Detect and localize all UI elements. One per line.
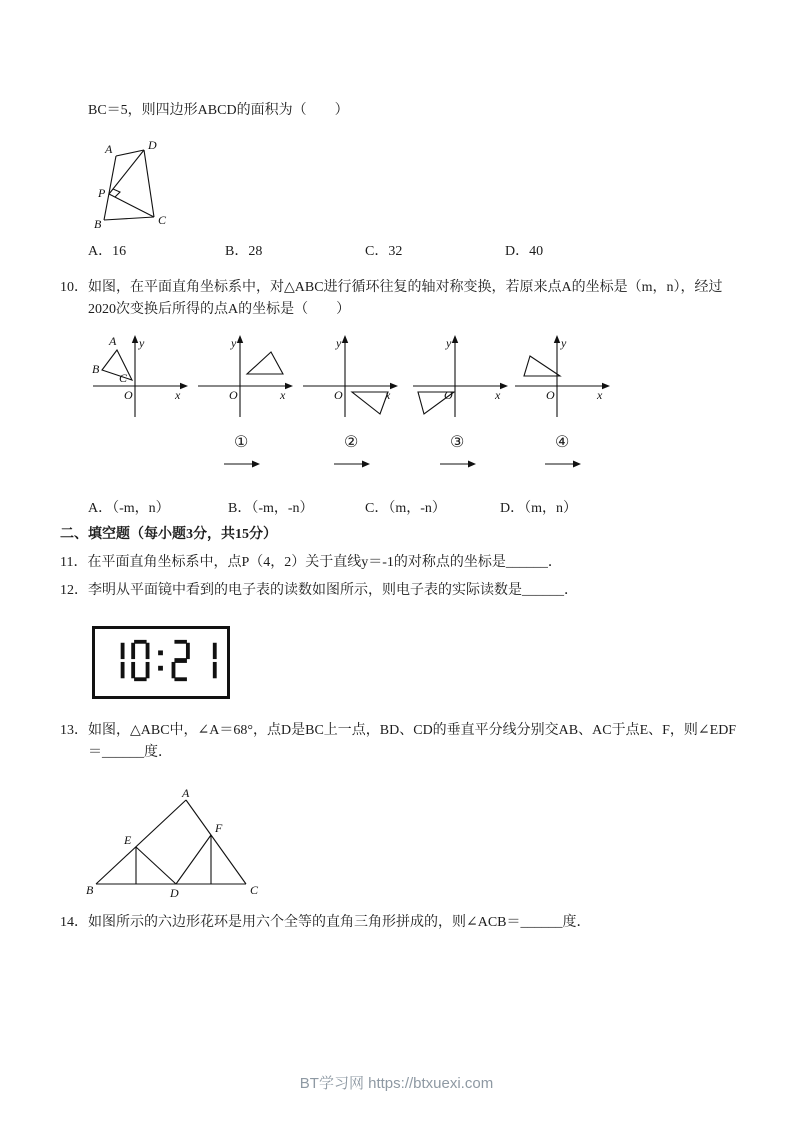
triangle-abc: [102, 350, 132, 380]
q10-coord-fig-2: [195, 330, 295, 422]
step-circle-4: ④: [555, 434, 570, 451]
x-axis-arrow-icon: [500, 383, 508, 389]
point-label-b: B: [92, 362, 100, 376]
point-label-p: P: [98, 186, 106, 200]
point-label-a: A: [182, 786, 190, 800]
axis-x-label: x: [385, 388, 391, 402]
y-axis-arrow-icon: [237, 335, 243, 343]
q9-option-a: A．16: [88, 244, 127, 259]
q10-option-b: B．（-m，-n）: [228, 501, 314, 516]
q14-text: 14．如图所示的六边形花环是用六个全等的直角三角形拼成的，则∠ACB＝______度．: [60, 915, 591, 930]
origin-label: O: [546, 388, 555, 402]
segment-fd: [176, 835, 211, 884]
segment-ed: [136, 847, 176, 884]
step-arrow-2-icon: [334, 458, 370, 470]
axis-x-label: x: [495, 388, 501, 402]
y-axis-arrow-icon: [132, 335, 138, 343]
q10-option-a: A．（-m，n）: [88, 501, 170, 516]
step-arrow-3-icon: [440, 458, 476, 470]
axis-x-label: x: [175, 388, 181, 402]
axis-y-label: y: [139, 336, 145, 350]
q9-option-b: B．28: [225, 244, 263, 259]
q10-coord-fig-1: [90, 330, 190, 422]
x-axis-arrow-icon: [390, 383, 398, 389]
y-axis-arrow-icon: [554, 335, 560, 343]
point-label-e: E: [124, 833, 132, 847]
q11-text: 11．在平面直角坐标系中，点P（4，2）关于直线y＝-1的对称点的坐标是______．: [60, 555, 562, 570]
clock-display: [100, 637, 222, 685]
point-label-f: F: [215, 821, 223, 835]
point-label-b: B: [86, 883, 94, 897]
q10-coord-fig-5: [512, 330, 612, 422]
footer-text: BT学习网 https://btxuexi.com: [299, 1075, 494, 1092]
q10-option-d: D．（m，n）: [500, 501, 577, 516]
step-circle-3: ③: [450, 434, 465, 451]
point-label-c: C: [250, 883, 259, 897]
segment-ba: [96, 800, 186, 884]
axis-x-label: x: [280, 388, 286, 402]
segment-dc: [144, 150, 154, 217]
triangle-reflected: [247, 352, 283, 374]
point-label-c: C: [158, 213, 167, 227]
x-axis-arrow-icon: [180, 383, 188, 389]
segment-pd: [109, 150, 144, 194]
axis-y-label: y: [561, 336, 567, 350]
segment-pc: [109, 194, 154, 217]
segment-ac: [186, 800, 246, 884]
axis-x-label: x: [597, 388, 603, 402]
axis-y-label: y: [446, 336, 452, 350]
q10-coord-fig-3: [300, 330, 400, 422]
q10-coord-fig-4: [410, 330, 510, 422]
step-circle-1: ①: [234, 434, 249, 451]
point-label-c: C: [119, 371, 128, 385]
right-angle-mark: [113, 189, 120, 197]
q9-figure: [92, 134, 184, 232]
point-label-a: A: [105, 142, 113, 156]
point-label-b: B: [94, 217, 102, 231]
q12-text: 12．李明从平面镜中看到的电子表的读数如图所示，则电子表的实际读数是______．: [60, 583, 578, 598]
triangle-reflected: [418, 392, 454, 414]
origin-label: O: [444, 388, 453, 402]
q10-option-c: C．（m，-n）: [365, 501, 446, 516]
q9-option-d: D．40: [505, 244, 544, 259]
axis-y-label: y: [336, 336, 342, 350]
triangle-reflected: [524, 356, 560, 376]
section-2-title: 二、填空题（每小题3分，共15分）: [60, 527, 277, 542]
x-axis-arrow-icon: [602, 383, 610, 389]
y-axis-arrow-icon: [342, 335, 348, 343]
axis-y-label: y: [231, 336, 237, 350]
step-arrow-1-icon: [224, 458, 260, 470]
point-label-d: D: [148, 138, 157, 152]
q9-option-c: C．32: [365, 244, 403, 259]
y-axis-arrow-icon: [452, 335, 458, 343]
triangle-reflected: [352, 392, 388, 414]
x-axis-arrow-icon: [285, 383, 293, 389]
origin-label: O: [124, 388, 133, 402]
step-arrow-4-icon: [545, 458, 581, 470]
segment-bc: [104, 217, 154, 220]
origin-label: O: [229, 388, 238, 402]
q13-figure: [86, 786, 271, 900]
q10-text: 10．如图，在平面直角坐标系中，对△ABC进行循环往复的轴对称变换，若原来点A的坐标是（m，n），经过2020次变换后所得的点A的坐标是（ ）: [60, 280, 723, 317]
clock-figure: [92, 626, 230, 699]
point-label-a: A: [109, 334, 117, 348]
q9-intro: BC＝5，则四边形ABCD的面积为（ ）: [88, 103, 349, 118]
step-circle-2: ②: [344, 434, 359, 451]
point-label-d: D: [170, 886, 179, 900]
q13-text: 13．如图，△ABC中，∠A＝68°，点D是BC上一点，BD、CD的垂直平分线分别交AB、AC于点E、F，则∠EDF＝______度．: [60, 723, 737, 760]
origin-label: O: [334, 388, 343, 402]
